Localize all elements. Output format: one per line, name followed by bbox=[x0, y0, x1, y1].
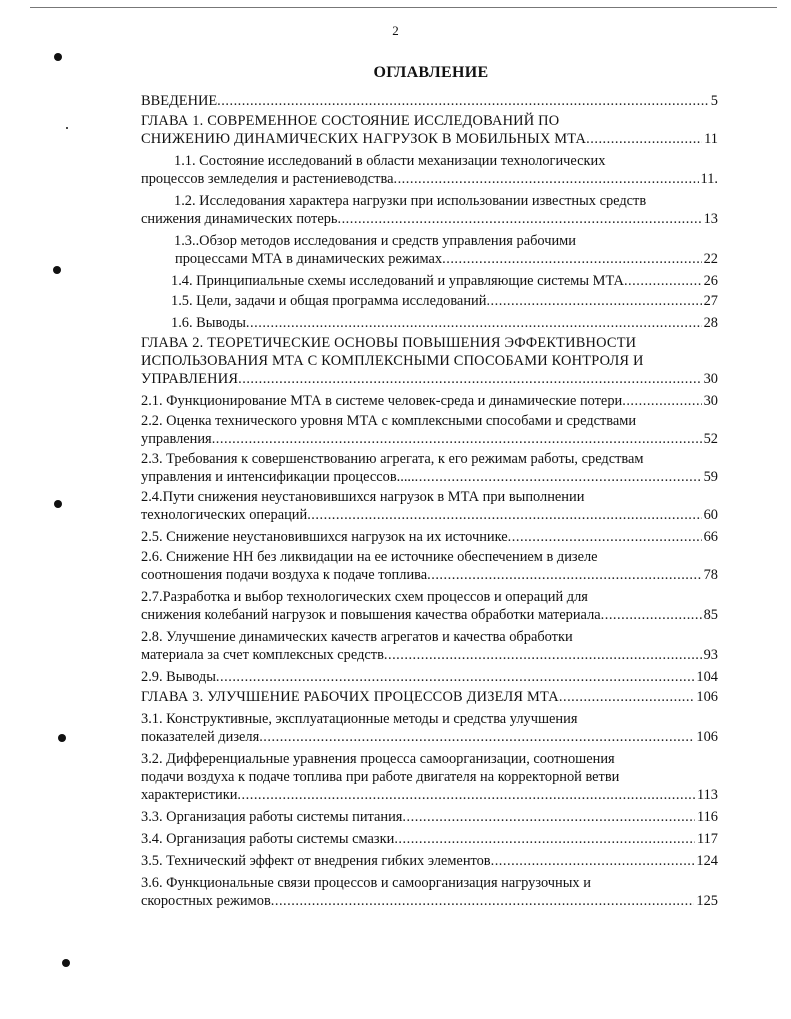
toc-entry-1-2[interactable] bbox=[141, 192, 718, 228]
entry-title-line: 2.4.Пути снижения неустановившихся нагрузок в МТА при выполнении bbox=[141, 489, 585, 505]
entry-title: 1.5. Цели, задачи и общая программа исследований bbox=[171, 293, 487, 309]
entry-page: 125 bbox=[696, 893, 718, 909]
entry-title-line: 1.2. Исследования характера нагрузки при использовании известных средств bbox=[174, 193, 647, 209]
entry-title: 1.4. Принципиальные схемы исследований и управляющие системы МТА bbox=[171, 273, 624, 289]
dot-leader bbox=[486, 292, 701, 310]
entry-page: 59 bbox=[703, 469, 718, 485]
entry-title-line: 2.3. Требования к совершенствованию агрегата, к его режимам работы, средствам bbox=[141, 451, 644, 467]
toc-title: ОГЛАВЛЕНИЕ bbox=[373, 64, 489, 81]
entry-page: 113 bbox=[696, 787, 718, 803]
toc-entry-3-6[interactable] bbox=[141, 874, 718, 910]
toc-entry-chapter-3[interactable] bbox=[141, 688, 718, 706]
entry-page: 104 bbox=[696, 669, 718, 685]
scan-dot bbox=[58, 734, 66, 742]
dot-leader bbox=[508, 528, 702, 546]
entry-title-line: 2.8. Улучшение динамических качеств агрегатов и качества обработки bbox=[141, 629, 573, 645]
entry-title: процессов земледелия и растениеводства bbox=[141, 171, 394, 187]
dot-leader bbox=[402, 808, 695, 826]
dot-leader bbox=[237, 786, 695, 804]
toc-entry-1-3[interactable] bbox=[171, 232, 718, 268]
entry-title: 2.5. Снижение неустановившихся нагрузок на их источнике bbox=[141, 529, 508, 545]
dot-leader bbox=[307, 506, 701, 524]
dot-leader bbox=[217, 92, 709, 110]
toc-entry-2-6[interactable] bbox=[141, 548, 718, 584]
entry-page: 124 bbox=[696, 853, 718, 869]
toc-entry-1-5[interactable] bbox=[171, 292, 718, 310]
dot-leader bbox=[442, 250, 701, 268]
entry-title: управления bbox=[141, 431, 212, 447]
entry-title: показателей дизеля bbox=[141, 729, 260, 745]
dot-leader bbox=[586, 130, 702, 148]
dot-leader bbox=[384, 646, 702, 664]
toc-entry-2-5[interactable] bbox=[141, 528, 718, 546]
dot-leader bbox=[394, 830, 695, 848]
entry-page: 30 bbox=[703, 393, 718, 409]
entry-title-line: ГЛАВА 2. ТЕОРЕТИЧЕСКИЕ ОСНОВЫ ПОВЫШЕНИЯ ЭФФЕКТИВНОСТИ bbox=[141, 335, 637, 351]
entry-title: ГЛАВА 3. УЛУЧШЕНИЕ РАБОЧИХ ПРОЦЕССОВ ДИЗЕЛЯ МТА bbox=[141, 689, 559, 705]
entry-page: 85 bbox=[703, 607, 718, 623]
toc-entry-chapter-1[interactable] bbox=[141, 112, 718, 148]
entry-title: ВВЕДЕНИЕ bbox=[141, 93, 218, 109]
entry-page: 13 bbox=[703, 211, 718, 227]
entry-page: 28 bbox=[703, 315, 718, 331]
entry-page: 22 bbox=[703, 251, 718, 267]
entry-title: технологических операций bbox=[141, 507, 308, 523]
dot-leader bbox=[622, 392, 701, 410]
toc-entry-2-1[interactable] bbox=[141, 392, 718, 410]
entry-page: 93 bbox=[703, 647, 718, 663]
toc-entry-3-1[interactable] bbox=[141, 710, 718, 746]
toc-entry-introduction[interactable] bbox=[141, 92, 718, 110]
toc-entry-2-2[interactable] bbox=[141, 412, 718, 448]
entry-title-line: 2.6. Снижение НН без ликвидации на ее источнике обеспечением в дизеле bbox=[141, 549, 598, 565]
toc-entry-3-4[interactable] bbox=[141, 830, 718, 848]
entry-title: 3.3. Организация работы системы питания bbox=[141, 809, 403, 825]
scan-dot bbox=[54, 500, 62, 508]
entry-title: процессами МТА в динамических режимах bbox=[175, 251, 443, 267]
toc-entry-2-3[interactable] bbox=[141, 450, 718, 486]
entry-title-line: 2.2. Оценка технического уровня МТА с комплексными способами и средствами bbox=[141, 413, 637, 429]
entry-title: характеристики bbox=[141, 787, 238, 803]
toc-entry-chapter-2[interactable] bbox=[141, 334, 718, 388]
entry-page: 27 bbox=[703, 293, 718, 309]
toc-entry-2-7[interactable] bbox=[141, 588, 718, 624]
entry-title: СНИЖЕНИЮ ДИНАМИЧЕСКИХ НАГРУЗОК В МОБИЛЬНЫХ МТА bbox=[141, 131, 587, 147]
entry-title: 3.4. Организация работы системы смазки bbox=[141, 831, 395, 847]
toc-entry-1-1[interactable] bbox=[141, 152, 718, 188]
dot-leader bbox=[337, 210, 701, 228]
entry-title: соотношения подачи воздуха к подаче топлива bbox=[141, 567, 428, 583]
entry-title: УПРАВЛЕНИЯ bbox=[141, 371, 239, 387]
entry-title-line: подачи воздуха к подаче топлива при работе двигателя на корректорной ветви bbox=[141, 769, 620, 785]
dot-leader bbox=[212, 430, 702, 448]
entry-page: 78 bbox=[703, 567, 718, 583]
dot-leader bbox=[238, 370, 701, 388]
dot-leader bbox=[259, 728, 694, 746]
entry-page: 26 bbox=[703, 273, 718, 289]
entry-page: 11 bbox=[704, 131, 718, 147]
entry-page: 106 bbox=[696, 689, 718, 705]
toc-entry-3-3[interactable] bbox=[141, 808, 718, 826]
entry-title-line: 3.1. Конструктивные, эксплуатационные методы и средства улучшения bbox=[141, 711, 578, 727]
entry-title: 2.9. Выводы bbox=[141, 669, 216, 685]
dot-leader bbox=[393, 170, 698, 188]
entry-title: снижения колебаний нагрузок и повышения качества обработки материала bbox=[141, 607, 601, 623]
entry-page: 52 bbox=[703, 431, 718, 447]
entry-title: 1.6. Выводы bbox=[171, 315, 246, 331]
dot-leader bbox=[427, 566, 701, 584]
entry-title: материала за счет комплексных средств bbox=[141, 647, 384, 663]
toc-entry-1-4[interactable] bbox=[171, 272, 718, 290]
entry-title: 2.1. Функционирование МТА в системе человек-среда и динамические потери bbox=[141, 393, 623, 409]
toc-entry-2-4[interactable] bbox=[141, 488, 718, 524]
page-number: 2 bbox=[392, 23, 399, 38]
entry-page: 117 bbox=[696, 831, 718, 847]
entry-title: управления и интенсификации процессов..... bbox=[141, 469, 415, 485]
dot-leader bbox=[415, 468, 702, 486]
toc-entry-2-9[interactable] bbox=[141, 668, 718, 686]
entry-title-line: 1.1. Состояние исследований в области механизации технологических bbox=[174, 153, 606, 169]
entry-title: снижения динамических потерь bbox=[141, 211, 338, 227]
scan-speck bbox=[66, 127, 68, 129]
dot-leader bbox=[246, 314, 702, 332]
entry-title-line: 3.2. Дифференциальные уравнения процесса самоорганизации, соотношения bbox=[141, 751, 615, 767]
dot-leader bbox=[491, 852, 695, 870]
entry-title: скоростных режимов bbox=[141, 893, 271, 909]
entry-title-line: 3.6. Функциональные связи процессов и самоорганизация нагрузочных и bbox=[141, 875, 591, 891]
entry-title-line: ИСПОЛЬЗОВАНИЯ МТА С КОМПЛЕКСНЫМИ СПОСОБАМИ КОНТРОЛЯ И bbox=[141, 353, 644, 369]
top-rule bbox=[30, 7, 777, 8]
entry-page: 60 bbox=[703, 507, 718, 523]
entry-title-line: ГЛАВА 1. СОВРЕМЕННОЕ СОСТОЯНИЕ ИССЛЕДОВАНИЙ ПО bbox=[141, 113, 560, 129]
toc-entry-1-6[interactable] bbox=[171, 314, 718, 332]
dot-leader bbox=[601, 606, 702, 624]
dot-leader bbox=[271, 892, 695, 910]
toc-entry-2-8[interactable] bbox=[141, 628, 718, 664]
scan-dot bbox=[53, 266, 61, 274]
dot-leader bbox=[216, 668, 694, 686]
entry-title: 3.5. Технический эффект от внедрения гибких элементов bbox=[141, 853, 491, 869]
dot-leader bbox=[624, 272, 702, 290]
toc-entry-3-5[interactable] bbox=[141, 852, 718, 870]
entry-title-line: 2.7.Разработка и выбор технологических схем процессов и операций для bbox=[141, 589, 588, 605]
entry-page: 5 bbox=[710, 93, 718, 109]
entry-page: 30 bbox=[703, 371, 718, 387]
entry-page: 106 bbox=[696, 729, 718, 745]
toc-entry-3-2[interactable] bbox=[141, 750, 718, 804]
dot-leader bbox=[559, 688, 695, 706]
scan-dot bbox=[54, 53, 62, 61]
entry-page: 66 bbox=[703, 529, 718, 545]
entry-page: 11. bbox=[700, 171, 718, 187]
entry-title-line: 1.3..Обзор методов исследования и средств управления рабочими bbox=[174, 233, 576, 249]
entry-page: 116 bbox=[696, 809, 718, 825]
scan-dot bbox=[62, 959, 70, 967]
